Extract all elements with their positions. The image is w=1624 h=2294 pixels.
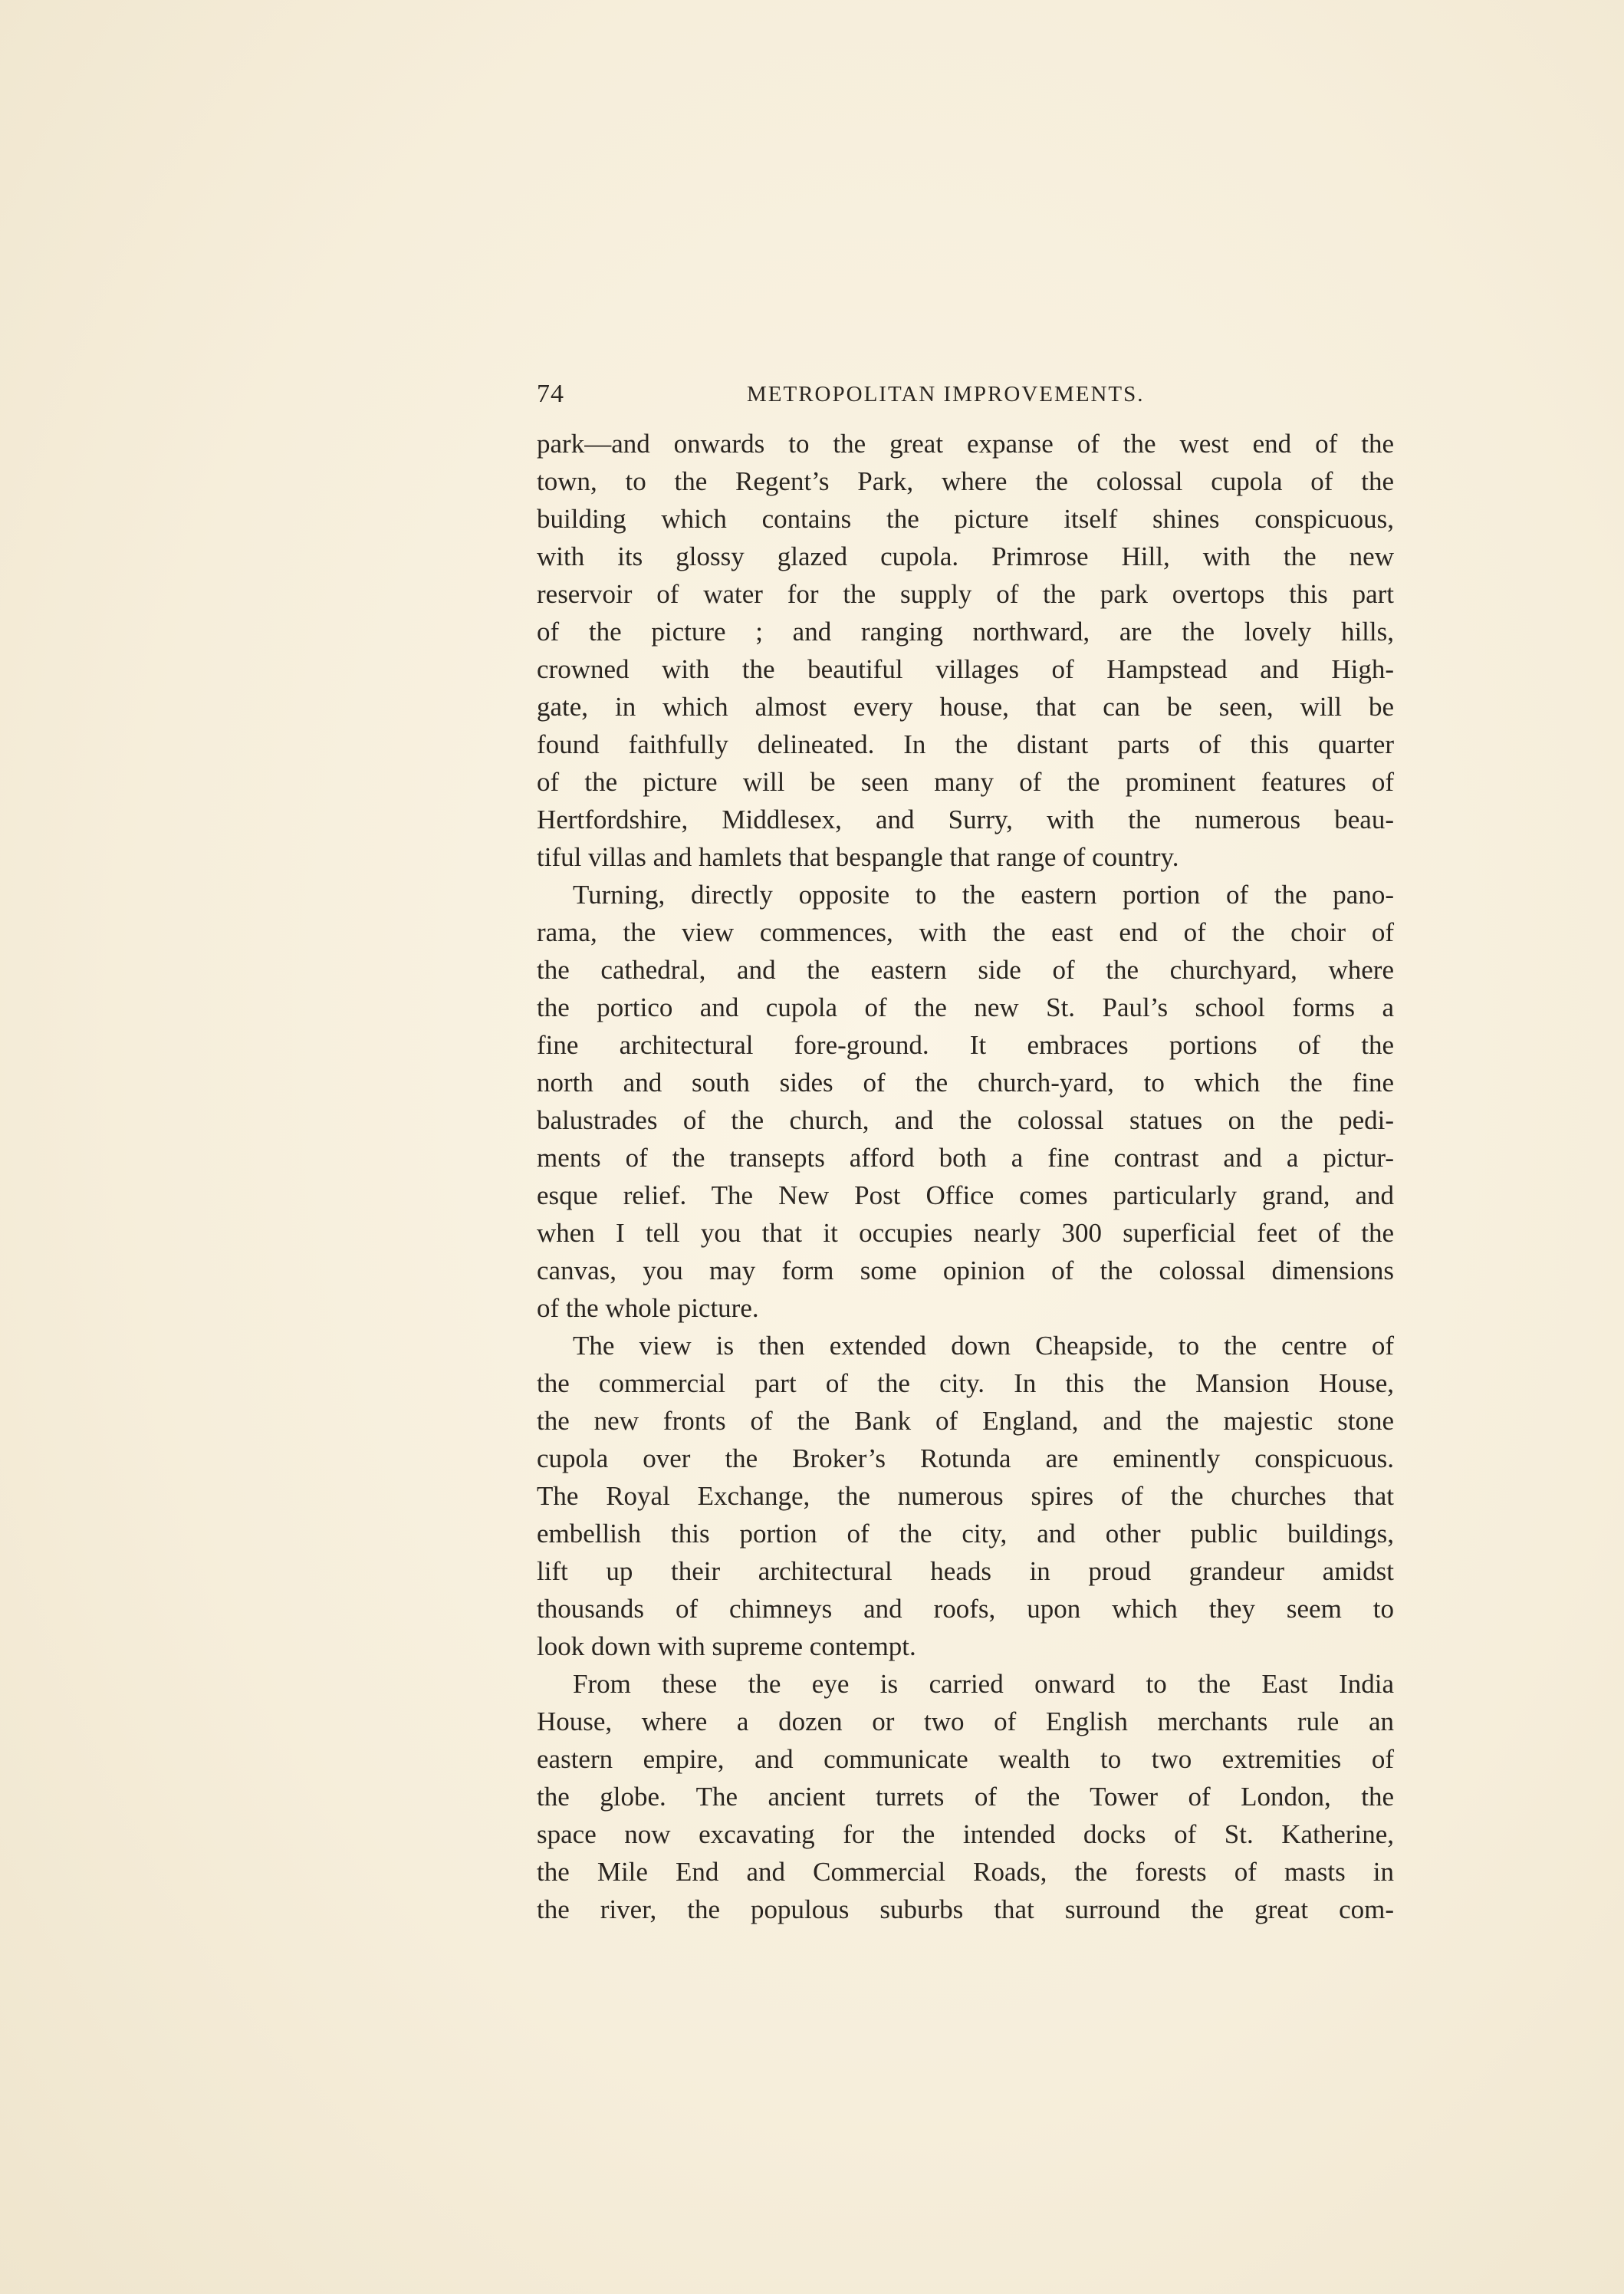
running-title: METROPOLITAN IMPROVEMENTS. [747, 382, 1145, 406]
text-line: Hertfordshire, Middlesex, and Surry, with the numerous beau- [537, 805, 1394, 834]
text-line: From these the eye is carried onward to the East India [573, 1669, 1394, 1699]
text-line: crowned with the beautiful villages of Hampstead and High- [537, 654, 1394, 684]
text-line: ments of the transepts afford both a fine contrast and a pictur- [537, 1143, 1394, 1173]
text-line: House, where a dozen or two of English merchants rule an [537, 1707, 1394, 1736]
text-line: fine architectural fore-ground. It embraces portions of the [537, 1030, 1394, 1060]
text-line: of the picture ; and ranging northward, are the lovely hills, [537, 617, 1394, 647]
text-line: tiful villas and hamlets that bespangle that range of country. [537, 842, 1179, 872]
text-line: space now excavating for the intended docks of St. Katherine, [537, 1819, 1394, 1849]
text-line: The view is then extended down Cheapside, to the centre of [573, 1331, 1394, 1361]
text-line: the river, the populous suburbs that surround the great com- [537, 1894, 1394, 1924]
body-text [537, 425, 1394, 1928]
text-line: embellish this portion of the city, and other public buildings, [537, 1519, 1394, 1549]
text-line: building which contains the picture itself shines conspicuous, [537, 504, 1394, 534]
text-line: balustrades of the church, and the colossal statues on the pedi- [537, 1105, 1394, 1135]
text-line: town, to the Regent’s Park, where the colossal cupola of the [537, 466, 1394, 496]
text-line: of the picture will be seen many of the prominent features of [537, 767, 1394, 797]
text-line: lift up their architectural heads in proud grandeur amidst [537, 1556, 1394, 1586]
text-line: rama, the view commences, with the east end of the choir of [537, 917, 1394, 947]
text-line: the globe. The ancient turrets of the Tower of London, the [537, 1782, 1394, 1812]
text-line: found faithfully delineated. In the distant parts of this quarter [537, 729, 1394, 759]
text-line: thousands of chimneys and roofs, upon which they seem to [537, 1594, 1394, 1624]
running-head [537, 380, 1394, 410]
text-line: the cathedral, and the eastern side of the churchyard, where [537, 955, 1394, 985]
text-line: of the whole picture. [537, 1293, 759, 1323]
text-line: the new fronts of the Bank of England, and the majestic stone [537, 1406, 1394, 1436]
text-line: Turning, directly opposite to the eastern portion of the pano- [573, 880, 1394, 910]
text-line: eastern empire, and communicate wealth to two extremities of [537, 1744, 1394, 1774]
text-line: the commercial part of the city. In this the Mansion House, [537, 1368, 1394, 1398]
text-line: the portico and cupola of the new St. Paul’s school forms a [537, 992, 1394, 1022]
text-line: north and south sides of the church-yard, to which the fine [537, 1068, 1394, 1098]
text-line: reservoir of water for the supply of the park overtops this part [537, 579, 1394, 609]
text-line: esque relief. The New Post Office comes particularly grand, and [537, 1180, 1394, 1210]
text-line: park—and onwards to the great expanse of the west end of the [537, 429, 1394, 459]
text-line: when I tell you that it occupies nearly 300 superficial feet of the [537, 1218, 1394, 1248]
text-line: the Mile End and Commercial Roads, the forests of masts in [537, 1857, 1394, 1887]
text-line: with its glossy glazed cupola. Primrose Hill, with the new [537, 541, 1394, 571]
text-line: cupola over the Broker’s Rotunda are eminently conspicuous. [537, 1443, 1394, 1473]
text-line: canvas, you may form some opinion of the colossal dimensions [537, 1256, 1394, 1285]
text-line: look down with supreme contempt. [537, 1631, 916, 1661]
text-line: The Royal Exchange, the numerous spires of the churches that [537, 1481, 1394, 1511]
text-line: gate, in which almost every house, that can be seen, will be [537, 692, 1394, 722]
page-number: 74 [537, 380, 564, 408]
